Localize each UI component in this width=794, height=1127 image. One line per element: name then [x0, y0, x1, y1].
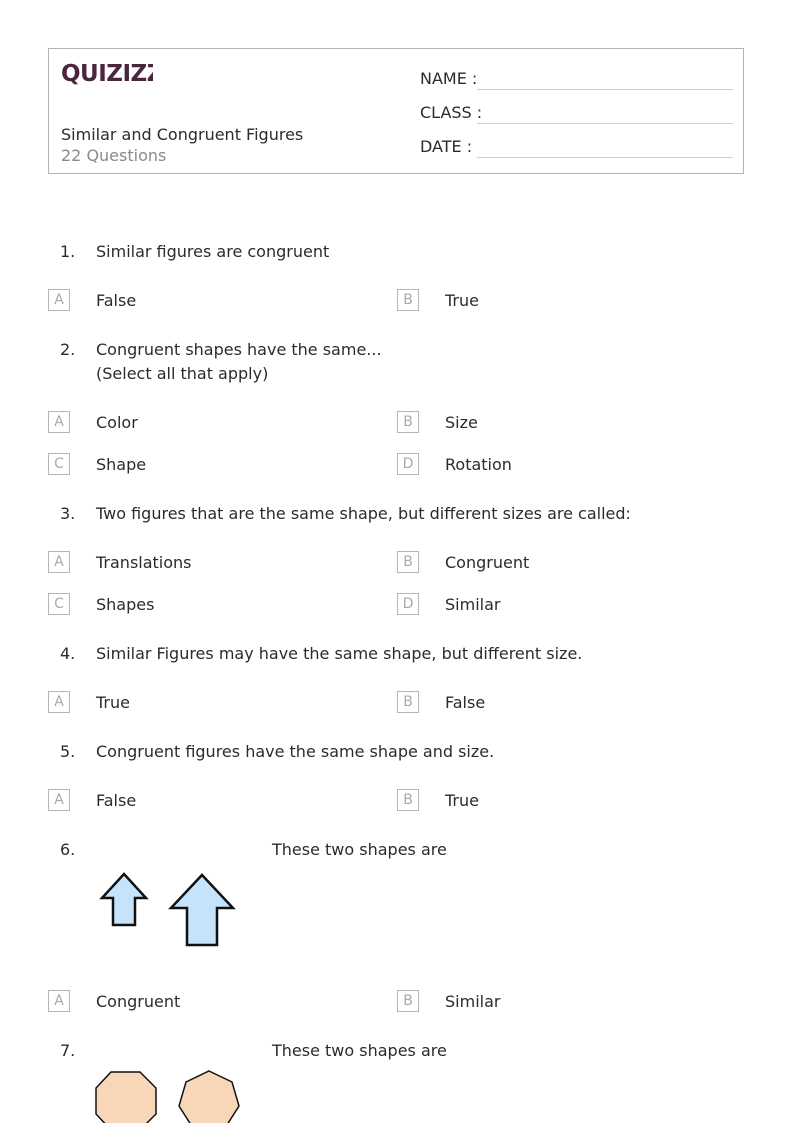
option-box-2b[interactable]: B	[397, 411, 419, 433]
question-5-number: 5.	[60, 742, 76, 761]
class-line[interactable]	[477, 123, 733, 124]
option-text-2a: Color	[96, 413, 138, 432]
option-box-3a[interactable]: A	[48, 551, 70, 573]
worksheet-title: Similar and Congruent Figures	[61, 125, 304, 144]
option-text-1a: False	[96, 291, 137, 310]
option-box-5b[interactable]: B	[397, 789, 419, 811]
quizizz-logo	[61, 57, 153, 91]
option-text-3d: Similar	[445, 595, 501, 614]
arrow-shapes-figure	[96, 866, 246, 956]
small-arrow-shape	[102, 874, 146, 925]
question-7-text: These two shapes are	[272, 1041, 447, 1060]
option-text-3c: Shapes	[96, 595, 155, 614]
option-box-2c[interactable]: C	[48, 453, 70, 475]
option-box-6b[interactable]: B	[397, 990, 419, 1012]
option-text-6a: Congruent	[96, 992, 181, 1011]
option-box-3c[interactable]: C	[48, 593, 70, 615]
option-text-3a: Translations	[96, 553, 192, 572]
question-7-number: 7.	[60, 1041, 76, 1060]
option-text-4b: False	[445, 693, 486, 712]
option-box-2a[interactable]: A	[48, 411, 70, 433]
option-text-2b: Size	[445, 413, 478, 432]
option-box-1a[interactable]: A	[48, 289, 70, 311]
option-box-3d[interactable]: D	[397, 593, 419, 615]
option-text-4a: True	[96, 693, 130, 712]
heptagon-shape	[179, 1071, 239, 1123]
question-2-number: 2.	[60, 340, 76, 359]
option-text-2c: Shape	[96, 455, 147, 474]
large-arrow-shape	[171, 875, 233, 945]
option-box-5a[interactable]: A	[48, 789, 70, 811]
option-box-2d[interactable]: D	[397, 453, 419, 475]
option-text-5a: False	[96, 791, 137, 810]
option-box-1b[interactable]: B	[397, 289, 419, 311]
question-5-text: Congruent figures have the same shape and size.	[96, 742, 495, 761]
option-text-5b: True	[445, 791, 479, 810]
option-text-1b: True	[445, 291, 479, 310]
question-4-number: 4.	[60, 644, 76, 663]
question-2-text-line1: Congruent shapes have the same...	[96, 340, 382, 359]
option-box-4a[interactable]: A	[48, 691, 70, 713]
worksheet-header	[48, 48, 744, 174]
svg-text:QUIZIZZ: QUIZIZZ	[61, 61, 153, 87]
class-label: CLASS :	[420, 103, 483, 122]
date-label: DATE :	[420, 137, 473, 156]
question-3-text: Two figures that are the same shape, but different sizes are called:	[96, 504, 631, 523]
question-2-text-line2: (Select all that apply)	[96, 364, 269, 383]
option-text-6b: Similar	[445, 992, 501, 1011]
name-line[interactable]	[477, 89, 733, 90]
date-line[interactable]	[477, 157, 733, 158]
question-1-number: 1.	[60, 242, 76, 261]
option-text-2d: Rotation	[445, 455, 512, 474]
question-1-text: Similar figures are congruent	[96, 242, 330, 261]
option-box-6a[interactable]: A	[48, 990, 70, 1012]
question-3-number: 3.	[60, 504, 76, 523]
heptagon-shapes-figure	[94, 1068, 246, 1127]
name-label: NAME :	[420, 69, 478, 88]
question-4-text: Similar Figures may have the same shape, but different size.	[96, 644, 583, 663]
option-box-3b[interactable]: B	[397, 551, 419, 573]
question-6-text: These two shapes are	[272, 840, 447, 859]
question-count: 22 Questions	[61, 146, 167, 165]
octagon-shape	[96, 1072, 156, 1123]
option-box-4b[interactable]: B	[397, 691, 419, 713]
option-text-3b: Congruent	[445, 553, 530, 572]
question-6-number: 6.	[60, 840, 76, 859]
